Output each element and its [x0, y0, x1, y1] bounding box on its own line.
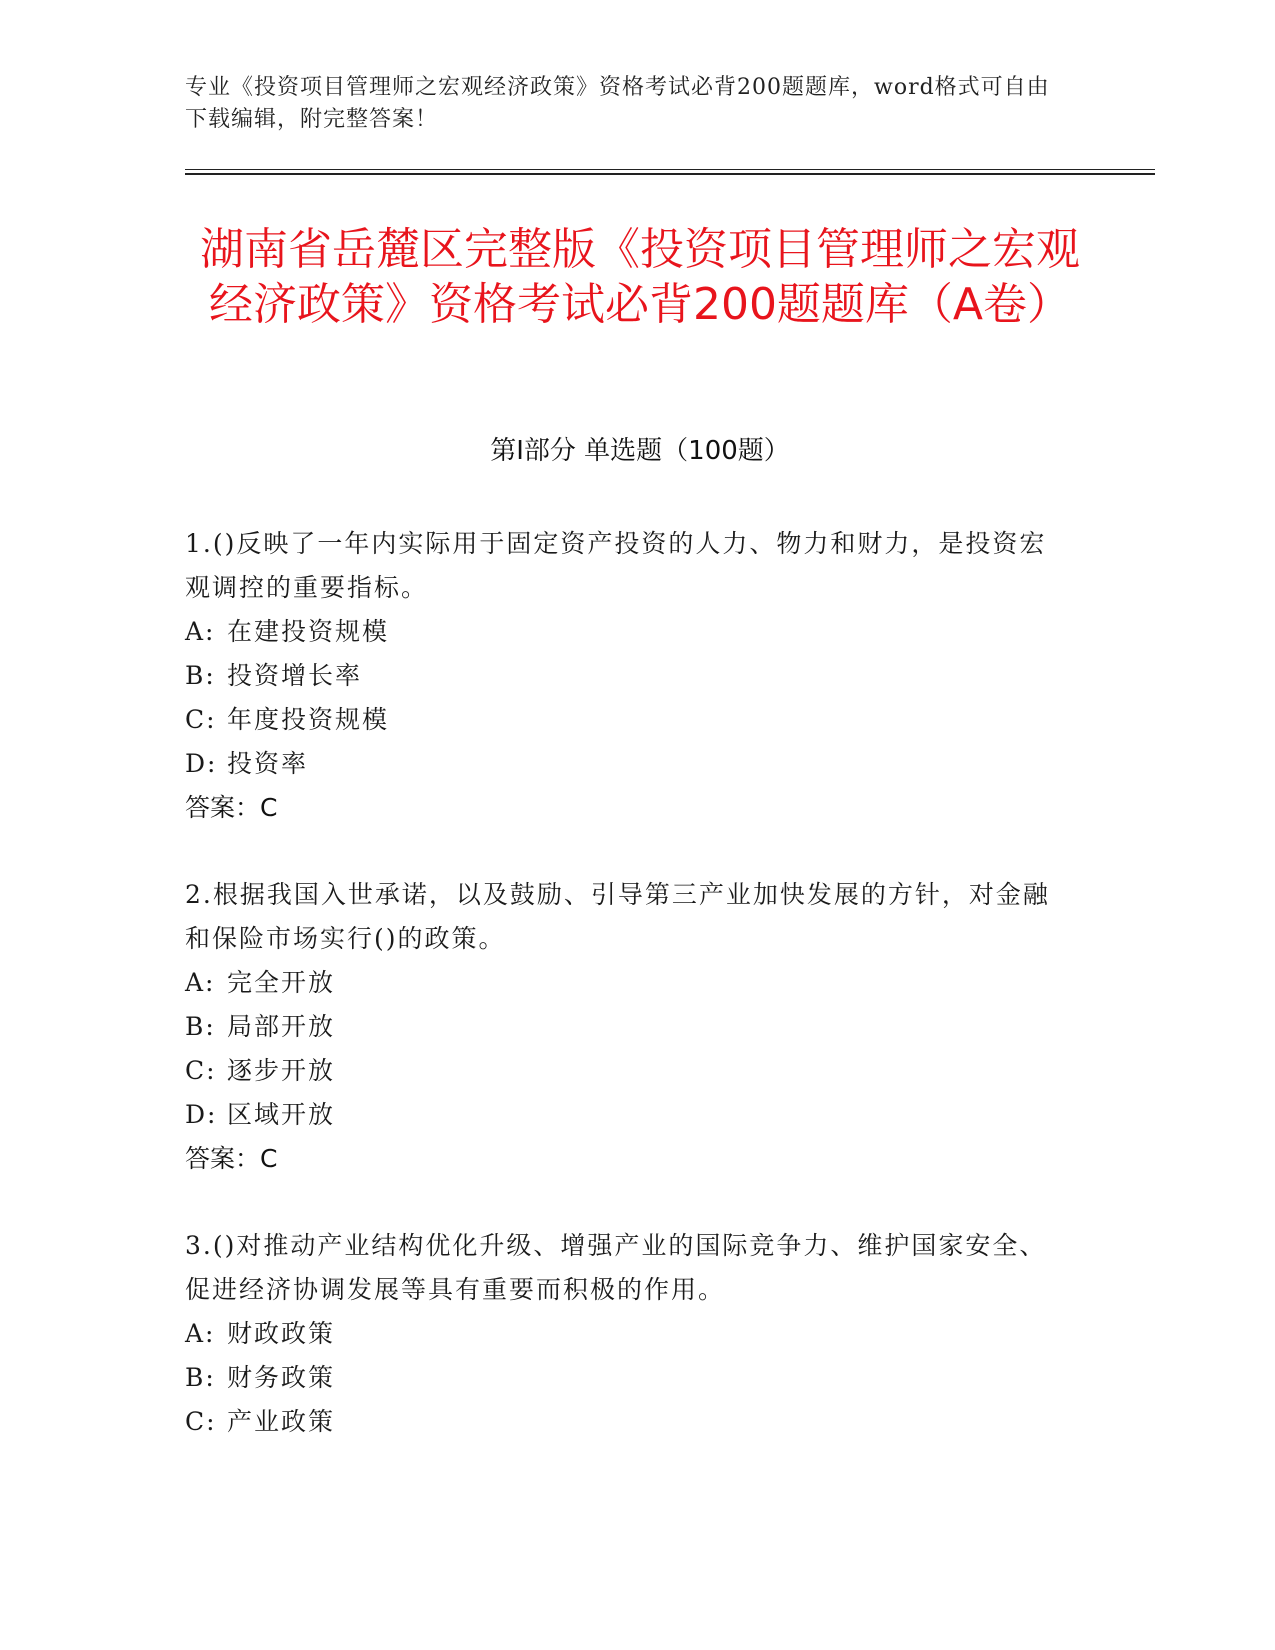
option-text: 产业政策 — [227, 1407, 336, 1436]
question-stem: 2.根据我国入世承诺，以及鼓励、引导第三产业加快发展的方针，对金融和保险市场实行()的政策。 — [185, 880, 1050, 953]
option-c — [185, 1049, 1055, 1093]
option-b — [185, 1005, 1055, 1049]
option-key: D: — [185, 749, 218, 778]
document-title: 湖南省岳麓区完整版《投资项目管理师之宏观经济政策》资格考试必背200题题库（A卷） — [200, 224, 1080, 330]
option-key: A: — [185, 968, 216, 997]
option-key: B: — [185, 661, 216, 690]
answer-line — [185, 1137, 1055, 1181]
option-text: 投资增长率 — [227, 661, 363, 690]
option-key: A: — [185, 1319, 216, 1348]
option-key: B: — [185, 1363, 216, 1392]
question-2 — [185, 873, 1055, 1181]
section-title: 第I部分 单选题（100题） — [490, 436, 790, 466]
option-key: C: — [185, 1407, 217, 1436]
option-key: A: — [185, 617, 216, 646]
option-text: 财政政策 — [227, 1319, 336, 1348]
option-d — [185, 1093, 1055, 1137]
answer-label: 答案： — [185, 793, 261, 822]
question-stem: 3.()对推动产业结构优化升级、增强产业的国际竞争力、维护国家安全、促进经济协调发展等具有重要而积极的作用。 — [185, 1231, 1047, 1304]
header-rule-thin — [185, 169, 1155, 170]
answer-value: C — [260, 793, 278, 822]
option-b — [185, 1356, 1055, 1400]
option-key: C: — [185, 705, 217, 734]
option-key: B: — [185, 1012, 216, 1041]
option-text: 完全开放 — [227, 968, 336, 997]
question-3 — [185, 1224, 1055, 1444]
option-a — [185, 961, 1055, 1005]
answer-label: 答案： — [185, 1144, 261, 1173]
header-rule-thick — [185, 173, 1155, 175]
option-a — [185, 1312, 1055, 1356]
question-list — [185, 522, 1055, 1487]
option-text: 区域开放 — [227, 1100, 336, 1129]
option-text: 年度投资规模 — [227, 705, 390, 734]
answer-line — [185, 786, 1055, 830]
option-a — [185, 610, 1055, 654]
question-1 — [185, 522, 1055, 830]
option-c — [185, 698, 1055, 742]
option-text: 财务政策 — [227, 1363, 336, 1392]
answer-value: C — [260, 1144, 278, 1173]
option-text: 在建投资规模 — [227, 617, 390, 646]
option-text: 逐步开放 — [227, 1056, 336, 1085]
option-c — [185, 1400, 1055, 1444]
option-key: D: — [185, 1100, 218, 1129]
option-text: 投资率 — [227, 749, 309, 778]
header-note: 专业《投资项目管理师之宏观经济政策》资格考试必背200题题库，word格式可自由下载编辑，附完整答案！ — [185, 75, 1050, 132]
option-key: C: — [185, 1056, 217, 1085]
question-stem: 1.()反映了一年内实际用于固定资产投资的人力、物力和财力，是投资宏观调控的重要指标。 — [185, 529, 1047, 602]
option-text: 局部开放 — [227, 1012, 336, 1041]
option-d — [185, 742, 1055, 786]
option-b — [185, 654, 1055, 698]
